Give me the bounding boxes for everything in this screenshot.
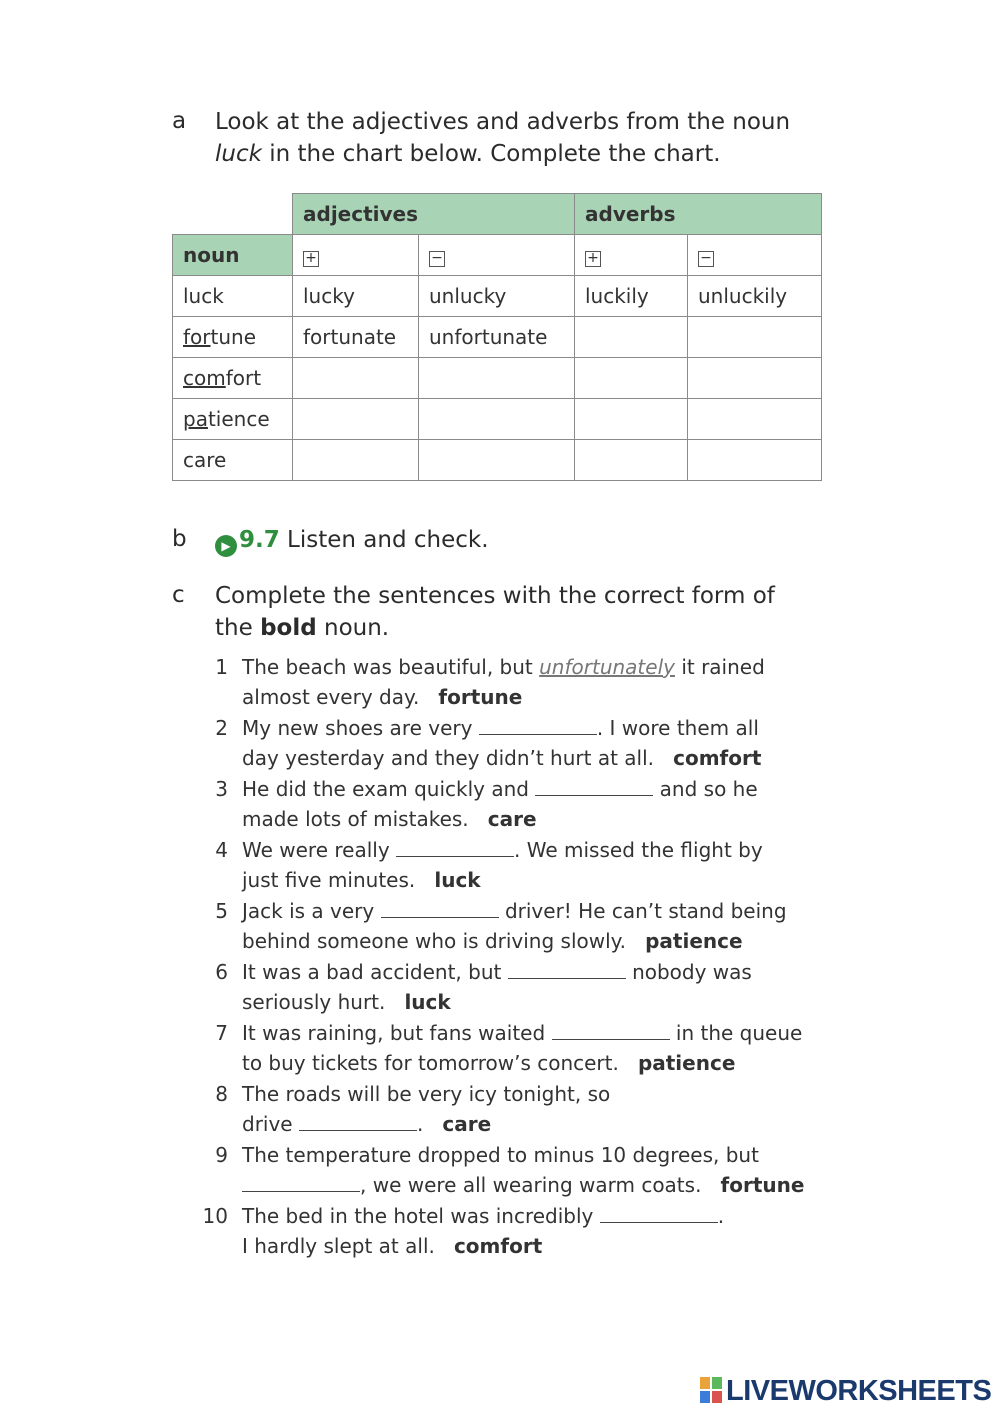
answer-cell[interactable] — [575, 317, 688, 358]
answer-cell[interactable] — [293, 399, 419, 440]
sentence-10: 10 The bed in the hotel was incredibly . I hardly slept at all. comfort — [202, 1204, 725, 1258]
answer-cell[interactable] — [575, 358, 688, 399]
table-row — [173, 440, 822, 481]
keyword: care — [442, 1112, 492, 1136]
answer-cell[interactable] — [419, 440, 575, 481]
section-a-line2-rest: in the chart below. Complete the chart. — [261, 141, 721, 167]
answer-cell[interactable] — [575, 440, 688, 481]
section-b-instruction — [215, 524, 489, 557]
section-c-line2: the bold noun. — [215, 615, 390, 641]
answer-blank[interactable] — [535, 777, 653, 796]
sentence-7: 7 It was raining, but fans waited in the queue to buy tickets for tomorrow’s concert. patience — [215, 1021, 803, 1075]
table-row — [173, 358, 822, 399]
section-b-text: Listen and check. — [279, 527, 489, 553]
track-number: 9.7 — [239, 527, 280, 553]
table-row — [173, 399, 822, 440]
minus-icon: − — [429, 251, 445, 267]
sentence-3: 3 He did the exam quickly and and so he made lots of mistakes. care — [215, 777, 758, 831]
answer-blank[interactable] — [600, 1204, 718, 1223]
table-cell: unluckily — [688, 276, 822, 317]
section-a-line2 — [215, 138, 790, 170]
table-cell: unfortunate — [419, 317, 575, 358]
minus-icon: − — [698, 251, 714, 267]
keyword: luck — [404, 990, 451, 1014]
sentence-5: 5 Jack is a very driver! He can’t stand being behind someone who is driving slowly. patience — [215, 899, 787, 953]
answer-cell[interactable] — [688, 317, 822, 358]
audio-play-icon[interactable]: ▶ — [215, 535, 237, 557]
header-noun: noun — [173, 235, 293, 276]
section-a-instruction — [215, 106, 790, 170]
answer-cell[interactable] — [688, 358, 822, 399]
noun-cell: fortune — [173, 317, 293, 358]
sentence-4: 4 We were really . We missed the flight by just five minutes. luck — [215, 838, 763, 892]
sentence-9: 9 The temperature dropped to minus 10 degrees, but , we were all wearing warm coats. fortune — [215, 1143, 805, 1197]
table-cell: fortunate — [293, 317, 419, 358]
plus-icon: + — [585, 251, 601, 267]
table-cell: unlucky — [419, 276, 575, 317]
sentence-6: 6 It was a bad accident, but nobody was seriously hurt. luck — [215, 960, 752, 1014]
keyword: fortune — [720, 1173, 805, 1197]
answer-cell[interactable] — [575, 399, 688, 440]
noun-cell: patience — [173, 399, 293, 440]
keyword: comfort — [673, 746, 762, 770]
section-c-line1: Complete the sentences with the correct form of — [215, 583, 775, 609]
section-c-instruction — [215, 580, 775, 644]
answer-blank[interactable] — [242, 1173, 360, 1192]
noun-cell: care — [173, 440, 293, 481]
answer-cell[interactable] — [688, 399, 822, 440]
bold-word: bold — [260, 615, 317, 641]
answer-cell[interactable] — [688, 440, 822, 481]
section-b-letter: b — [172, 526, 187, 552]
answer-blank[interactable] — [479, 716, 597, 735]
adv-positive-cell — [575, 235, 688, 276]
keyword: comfort — [453, 1234, 543, 1258]
brand-name: LIVEWORKSHEETS — [726, 1375, 992, 1407]
keyword: patience — [645, 929, 743, 953]
answer-cell[interactable] — [419, 358, 575, 399]
answer-blank[interactable] — [508, 960, 626, 979]
adj-positive-cell — [293, 235, 419, 276]
word-forms-chart — [172, 193, 822, 481]
table-row — [173, 317, 822, 358]
chart-empty-corner — [173, 194, 293, 235]
answer-cell[interactable] — [419, 399, 575, 440]
answer-blank[interactable] — [552, 1021, 670, 1040]
answer-cell[interactable] — [293, 358, 419, 399]
answer-blank[interactable] — [381, 899, 499, 918]
table-cell: lucky — [293, 276, 419, 317]
adj-negative-cell — [419, 235, 575, 276]
answer-blank[interactable] — [299, 1112, 417, 1131]
liveworksheets-logo-icon — [700, 1377, 722, 1403]
liveworksheets-logo[interactable] — [700, 1375, 991, 1408]
keyword: care — [487, 807, 537, 831]
header-adjectives: adjectives — [293, 194, 575, 235]
keyword: fortune — [438, 685, 523, 709]
sentence-8: 8 The roads will be very icy tonight, so drive . care — [215, 1082, 611, 1136]
sentence-1: 1 The beach was beautiful, but unfortunately it rained almost every day. fortune — [215, 655, 765, 709]
emphasis-luck: luck — [215, 141, 262, 167]
noun-cell: comfort — [173, 358, 293, 399]
keyword: patience — [637, 1051, 736, 1075]
example-answer: unfortunately — [539, 655, 675, 679]
answer-blank[interactable] — [396, 838, 514, 857]
table-row — [173, 276, 822, 317]
section-a-letter: a — [172, 108, 187, 134]
table-cell: luckily — [575, 276, 688, 317]
noun-cell: luck — [173, 276, 293, 317]
section-a-line1: Look at the adjectives and adverbs from the noun — [215, 109, 791, 135]
sentence-2: 2 My new shoes are very . I wore them all day yesterday and they didn’t hurt at all. comfort — [215, 716, 762, 770]
adv-negative-cell — [688, 235, 822, 276]
keyword: luck — [434, 868, 481, 892]
header-adverbs: adverbs — [575, 194, 822, 235]
answer-cell[interactable] — [293, 440, 419, 481]
section-c-letter: c — [172, 582, 185, 608]
plus-icon: + — [303, 251, 319, 267]
